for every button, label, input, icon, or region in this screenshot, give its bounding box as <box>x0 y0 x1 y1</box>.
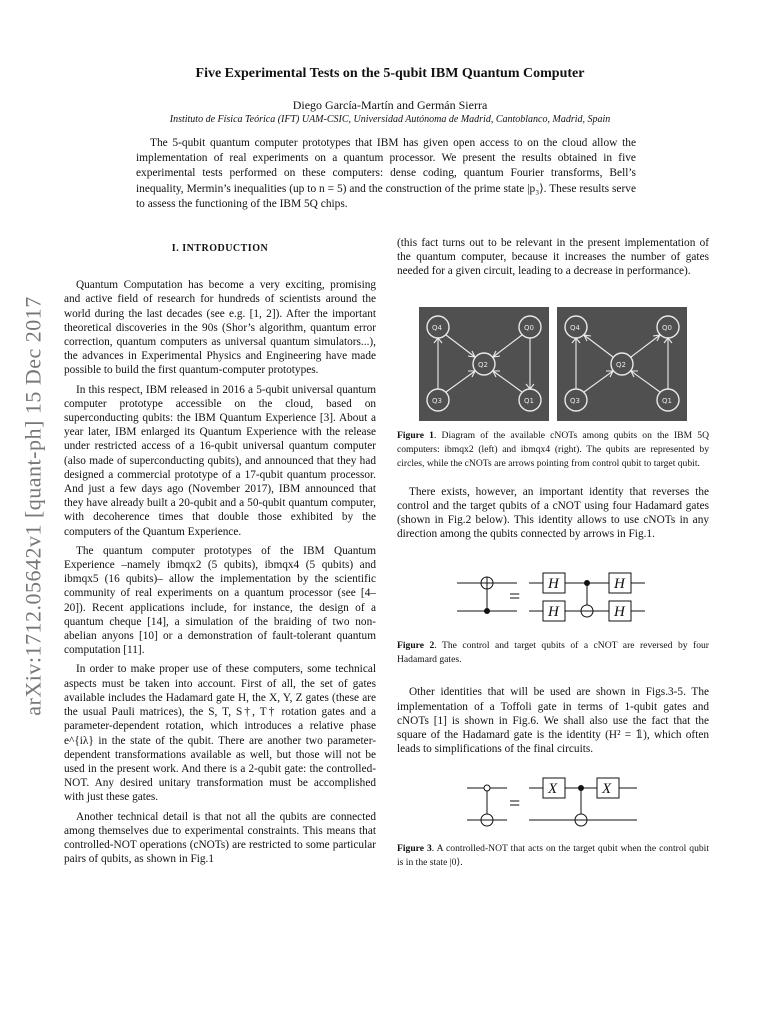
paper-affiliation: Instituto de Física Teórica (IFT) UAM-CSIC, Universidad Autónoma de Madrid, Cantoblanco, Madrid, Spain <box>169 114 611 125</box>
other-identities-paragraph: Other identities that will be used are shown in Figs.3-5. The implementation of a Toffoli gate in terms of 1-qubit gates and cNOTs [1] is shown in Fig.6. We shall also use the fact that the square of the Hadamard gate is the identity (H² = 𝟙), which often leads to simplifications of the final circuits. <box>397 686 709 756</box>
figure-1-right-diagram <box>557 307 687 421</box>
figure-3-equals: = <box>509 793 521 816</box>
figure-2-circuit <box>397 563 709 633</box>
node-label-q3: Q3 <box>570 396 580 405</box>
figure-1-caption-label: Figure 1 <box>397 429 434 441</box>
figure-3-caption <box>397 842 709 870</box>
gate-x: X <box>548 781 558 798</box>
node-label-q4: Q4 <box>432 323 442 332</box>
figure-2-caption-label: Figure 2 <box>397 640 435 652</box>
right-column <box>397 236 709 884</box>
figure-3-caption-text: . A controlled-NOT that acts on the target qubit when the control qubit is in the state |0⟩. <box>397 843 709 869</box>
gate-h: H <box>614 604 625 621</box>
paper-authors: Diego García-Martín and Germán Sierra <box>292 98 488 112</box>
figure-3-caption-label: Figure 3 <box>397 843 432 855</box>
figure-2-caption <box>397 639 709 667</box>
figure-1-caption-text: . Diagram of the available cNOTs among qubits on the IBM 5Q computers: ibmqx2 (left) and ibmqx4 (right). The qubits are represented by circles, while the cNOTs are arrows pointing from control qubit to target qubit. <box>397 429 709 469</box>
intro-paragraph-1: Quantum Computation has become a very exciting, promising and active field of research for hundreds of scientists around the world during the last decades (see e.g. [1, 2]). After the important theoretical discoveries in the 90s (Shor’s algorithm, quantum error correction, quantum computers as universal quantum simulators...), the advances in Experimental Physics and Engineering have made possible to build the first quantum-computer prototypes. <box>64 279 376 377</box>
node-label-q4: Q4 <box>570 323 580 332</box>
node-label-q0: Q0 <box>524 323 534 332</box>
paper-title: Five Experimental Tests on the 5-qubit IBM Quantum Computer <box>195 66 585 81</box>
continuation-paragraph: (this fact turns out to be relevant in the present implementation of the quantum computer, because it increases the number of gates needed for a given circuit, leading to a decrease in performance). <box>397 237 709 278</box>
intro-paragraph-2: In this respect, IBM released in 2016 a 5-qubit universal quantum computer prototype accessible on the cloud, based on superconducting qubits: the IBM Quantum Experience [3]. About a year later, IBM enlarged its Quantum Experience with the release under restricted access of a 16-qubit universal quantum computer (also made of superconducting qubits), and announced that they had designed a commercial prototype of a 17-qubit quantum processor. And just a few days ago (November 2017), IBM announced that they have already built a 20-qubit and a 50-qubit quantum computer, with decoherence times that double those exhibited by the computers of the Quantum Experience. <box>64 383 376 538</box>
left-column <box>64 236 376 871</box>
gate-x: X <box>602 781 612 798</box>
node-label-q3: Q3 <box>432 396 442 405</box>
intro-paragraph-3: The quantum computer prototypes of the IBM Quantum Experience –namely ibmqx2 (5 qubits), ibmqx4 (5 qubits) and ibmqx5 (16 qubits)– allow the implementation by the scientific community of real experiments on a quantum processor (see [4–20]). Recent applications include, for instance, the design of a quantum cheque [14], a simulation of the braiding of two non-abelian anyons [10] or a demonstration of fault-tolerant quantum computation [11]. <box>64 544 376 657</box>
figure-1-caption <box>397 429 709 471</box>
node-label-q1: Q1 <box>662 396 672 405</box>
node-label-q2: Q2 <box>478 360 488 369</box>
intro-paragraph-4: In order to make proper use of these computers, some technical aspects must be taken into account. First of all, the set of gates available includes the Hadamard gate H, the X, Y, Z gates (these are the usual Pauli matrices), the S, T, S†, T† rotation gates and a parameter-dependent rotation, which introduces a relative phase e^{iλ} in the state of the qubit. There are another two parameter-dependent transformations available as well, but those will not be used in the present work. And there is a 2-qubit gate: the controlled-NOT. Any desired unitary transformation must be accomplished with just these gates. <box>64 663 376 804</box>
arxiv-sidebar <box>16 256 52 756</box>
gate-h: H <box>548 604 559 621</box>
arxiv-id: arXiv:1712.05642v1 [quant-ph] 15 Dec 2017 <box>21 296 47 716</box>
figure-1-left-diagram <box>419 307 549 421</box>
identity-paragraph: There exists, however, an important identity that reverses the control and the target qubits of a cNOT using four Hadamard gates (shown in Fig.2 below). This identity allows to use cNOTs in any direction among the qubits connected by arrows in Fig.1. <box>397 485 709 541</box>
gate-h: H <box>548 576 559 593</box>
abstract: The 5-qubit quantum computer prototypes that IBM has given open access to on the cloud allow the implementation of real experiments on a quantum processor. We present the results obtained in five experimental tests performed on these computers: dense coding, quantum Fourier transforms, Bell’s inequality, Mermin’s inequalities (up to n = 5) and the construction of the prime state |p₃⟩. These results serve to assess the functioning of the IBM 5Q chips. <box>136 137 636 210</box>
intro-paragraph-5: Another technical detail is that not all the qubits are connected among themselves due to experimental constraints. This means that controlled-NOT operations (cNOTs) are restricted to some particular pairs of qubits, as shown in Fig.1 <box>64 810 376 866</box>
section-heading-introduction: I. INTRODUCTION <box>171 243 269 254</box>
gate-h: H <box>614 576 625 593</box>
node-label-q0: Q0 <box>662 323 672 332</box>
node-label-q2: Q2 <box>616 360 626 369</box>
figure-3-circuit <box>397 776 709 836</box>
node-label-q1: Q1 <box>524 396 534 405</box>
figure-1 <box>419 307 687 421</box>
figure-2-equals: = <box>509 586 521 609</box>
figure-2-caption-text: . The control and target qubits of a cNOT are reversed by four Hadamard gates. <box>397 640 709 666</box>
